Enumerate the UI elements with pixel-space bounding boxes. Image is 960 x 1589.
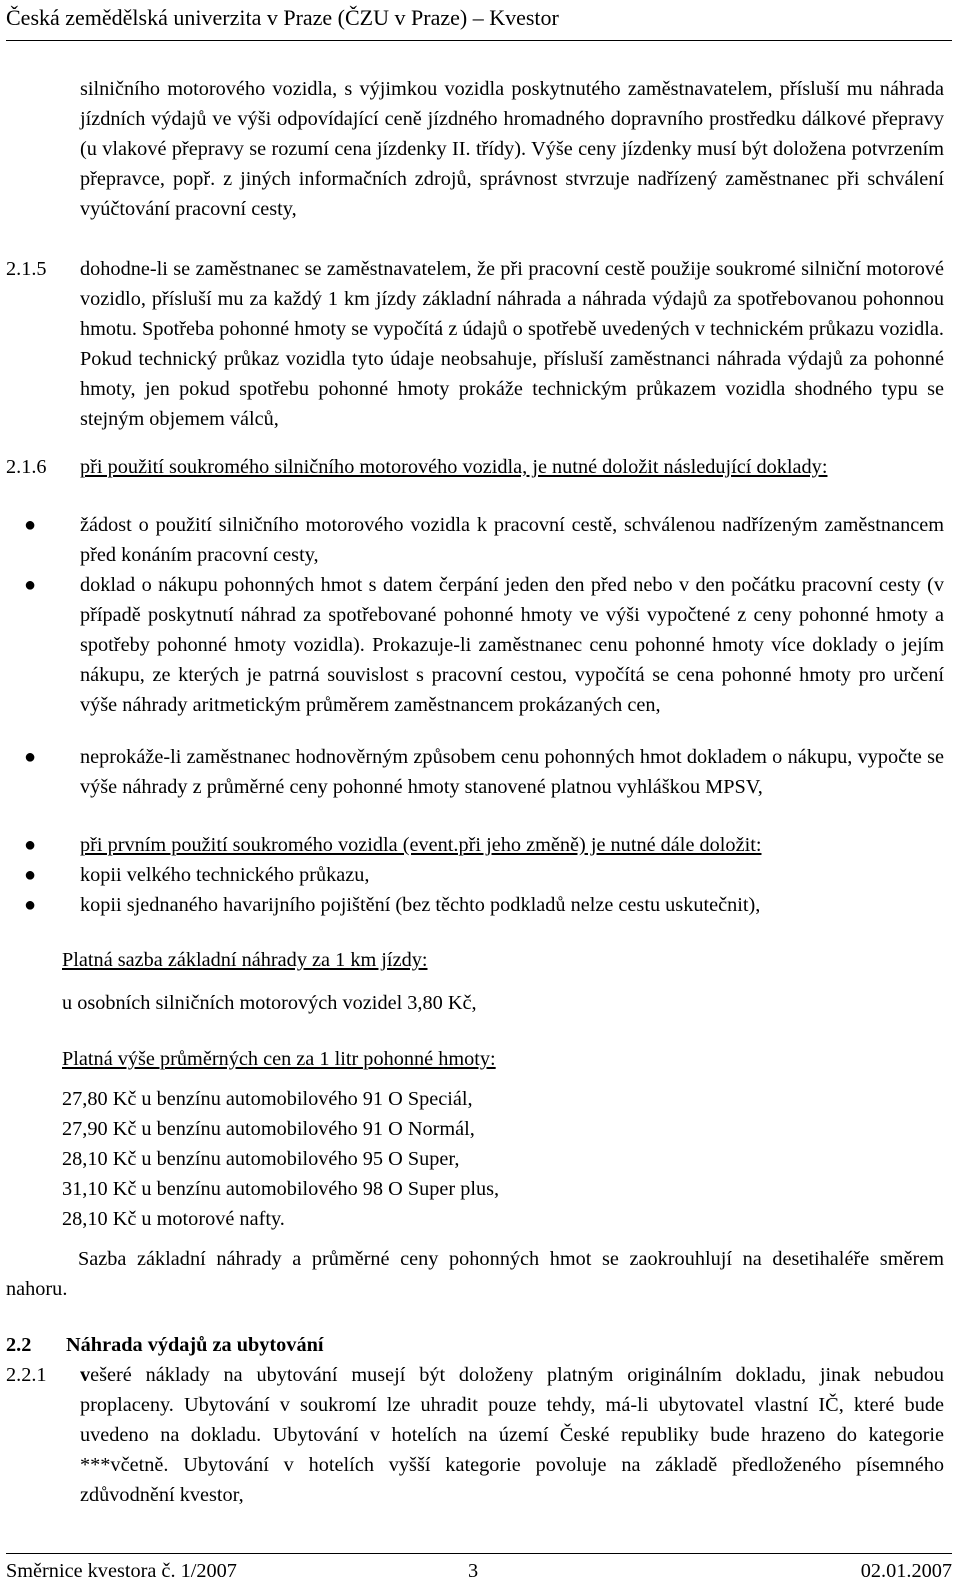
bullet-icon: ● [24,574,37,596]
section-number-2-2: 2.2 [6,1334,32,1356]
section-number-2-1-6: 2.1.6 [6,456,47,478]
bullet-item: doklad o nákupu pohonných hmot s datem čerpání jeden den před nebo v den počátku pracovní cesty (v případě poskytnutí náhrad za spotřebované pohonné hmoty ve výši vypočtené z ceny pohonné hmoty a spotřeby pohonné hmoty vozidla). Prokazuje-li zaměstnanec cenu pohonné hmoty více doklady o jejím nákupu, ze kterých je patrná souvislost s pracovní cestou, vypočítá se cena pohonné hmoty pro určení výše náhrady aritmetickým průměrem zaměstnancem prokázaných cen, [80,574,944,716]
bullet-icon: ● [24,864,37,886]
footer-page-number: 3 [468,1560,479,1582]
section-number-2-2-1: 2.2.1 [6,1364,47,1386]
bullet-icon: ● [24,894,37,916]
bullet-item: při prvním použití soukromého vozidla (event.při jeho změně) je nutné dále doložit: [80,834,762,856]
fuel-heading: Platná výše průměrných cen za 1 litr pohonné hmoty: [62,1048,496,1070]
fuel-price-item: 27,80 Kč u benzínu automobilového 91 O Speciál, [62,1088,473,1110]
bullet-item: kopii sjednaného havarijního pojištění (bez těchto podkladů nelze cestu uskutečnit), [80,894,761,916]
section-2-1-5-text: dohodne-li se zaměstnanec se zaměstnavatelem, že při pracovní cestě použije soukromé silniční motorové vozidlo, přísluší mu za každý 1 km jízdy základní náhrada a náhrada výdajů za spotřebovanou pohonnou hmotu. Spotřeba pohonné hmoty se vypočítá z údajů o spotřebě uvedených v technickém průkazu vozidla. Pokud technický průkaz vozidla tyto údaje neobsahuje, přísluší zaměstnanci náhrada výdajů za pohonné hmoty, jen pokud spotřebu pohonné hmoty prokáže technickým průkazem vozidla shodného typu se stejným objemem válců, [80,258,944,430]
bullet-icon: ● [24,514,37,536]
footer-document-name: Směrnice kvestora č. 1/2007 [6,1560,237,1582]
rounding-note: Sazba základní náhrady a průměrné ceny pohonných hmot se zaokrouhlují na desetihaléře směrem nahoru. [6,1248,944,1300]
bullet-item: kopii velkého technického průkazu, [80,864,370,886]
section-2-1-6-text: při použití soukromého silničního motorového vozidla, je nutné doložit následující doklady: [80,456,828,478]
section-2-2-1-body: ešeré náklady na ubytování musejí být doloženy platným originálním dokladu, jinak nebudou proplaceny. Ubytování v soukromí lze uhradit pouze tehdy, má-li ubytovatel vlastní IČ, které bude uvedeno na dokladu. Ubytování v hotelích na území České republiky bude hrazeno do kategorie ***včetně. Ubytování v hotelích vyšší kategorie povoluje na základě předloženého písemného zdůvodnění kvestor, [80,1364,944,1506]
bullet-item: žádost o použití silničního motorového vozidla k pracovní cestě, schválenou nadřízeným zaměstnancem před konáním pracovní cesty, [80,514,944,566]
bullet-item: neprokáže-li zaměstnanec hodnověrným způsobem cenu pohonných hmot dokladem o nákupu, vypočte se výše náhrady z průměrné ceny pohonné hmoty stanovené platnou vyhláškou MPSV, [80,746,944,798]
rate-heading: Platná sazba základní náhrady za 1 km jízdy: [62,949,428,971]
section-2-2-1-initial: v [80,1364,91,1386]
footer-date: 02.01.2007 [860,1560,952,1582]
fuel-price-item: 27,90 Kč u benzínu automobilového 91 O Normál, [62,1118,475,1140]
fuel-price-item: 31,10 Kč u benzínu automobilového 98 O Super plus, [62,1178,500,1200]
section-number-2-1-5: 2.1.5 [6,258,47,280]
section-2-2-1-text [80,1360,944,1510]
footer-rule [6,1553,952,1554]
rate-value: u osobních silničních motorových vozidel 3,80 Kč, [62,992,477,1014]
bullet-icon: ● [24,746,37,768]
fuel-price-item: 28,10 Kč u benzínu automobilového 95 O Super, [62,1148,460,1170]
bullet-icon: ● [24,834,37,856]
header-rule [6,40,952,41]
fuel-price-item: 28,10 Kč u motorové nafty. [62,1208,285,1230]
page-header-title: Česká zemědělská univerzita v Praze (ČZU v Praze) – Kvestor [6,5,559,30]
section-2-2-title: Náhrada výdajů za ubytování [66,1334,324,1356]
paragraph-continuation: silničního motorového vozidla, s výjimkou vozidla poskytnutého zaměstnavatelem, přísluší mu náhrada jízdních výdajů ve výši odpovídající ceně jízdného hromadného dopravního prostředku dálkové přepravy (u vlakové přepravy se rozumí cena jízdenky II. třídy). Výše ceny jízdenky musí být doložena potvrzením přepravce, popř. z jiných informačních zdrojů, správnost stvrzuje nadřízený zaměstnanec při schválení vyúčtování pracovní cesty, [80,78,944,220]
